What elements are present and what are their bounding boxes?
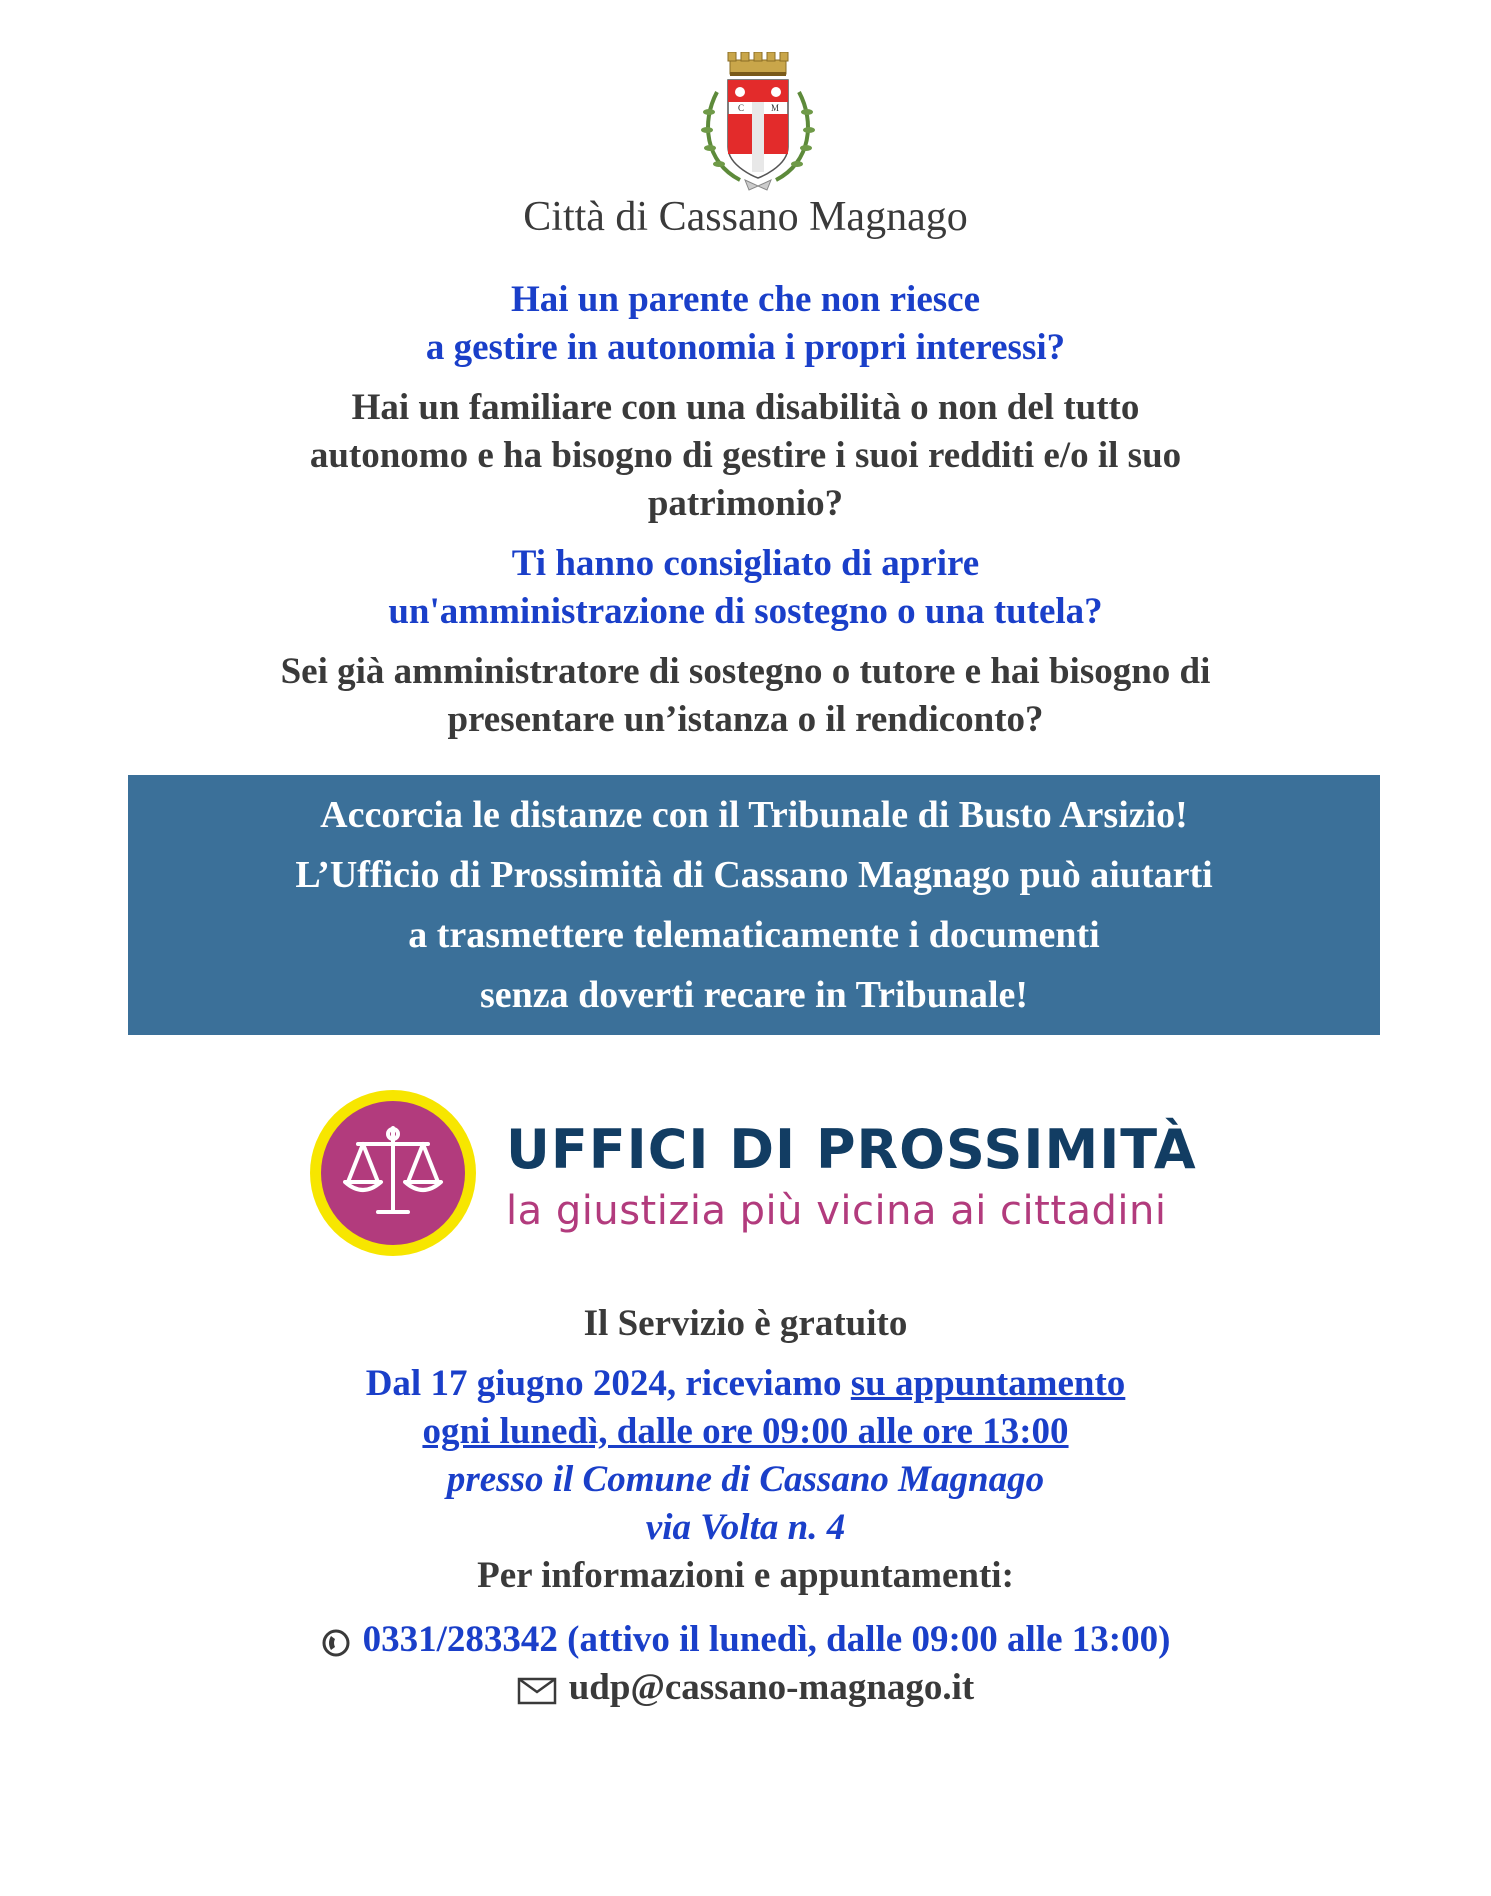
question-3-line-2: un'amministrazione di sostegno o una tutela? — [388, 591, 1103, 632]
phone-number[interactable]: 0331/283342 (attivo il lunedì, dalle 09:00 alle 13:00) — [362, 1619, 1171, 1660]
phone-icon — [321, 1628, 351, 1658]
email-address[interactable]: udp@cassano-magnago.it — [568, 1667, 975, 1708]
service-free: Il Servizio è gratuito — [583, 1303, 908, 1344]
service-date — [0, 1360, 1491, 1408]
info-banner — [128, 775, 1380, 1035]
service-hours-text: ogni lunedì, dalle ore 09:00 alle ore 13:00 — [422, 1411, 1069, 1452]
service-date-prefix: Dal 17 giugno 2024, riceviamo — [365, 1363, 851, 1404]
email-line — [0, 1664, 1491, 1712]
question-4-line-1: Sei già amministratore di sostegno o tutore e hai bisogno di — [280, 651, 1211, 692]
banner-line-2: L’Ufficio di Prossimità di Cassano Magnago può aiutarti — [295, 854, 1213, 896]
question-3-line-1: Ti hanno consigliato di aprire — [511, 543, 980, 584]
info-label: Per informazioni e appuntamenti: — [477, 1555, 1014, 1596]
svg-text:M: M — [771, 103, 780, 113]
question-1-line-1: Hai un parente che non riesce — [511, 279, 980, 320]
question-4-line-2: presentare un’istanza o il rendiconto? — [447, 699, 1044, 740]
banner-line-4: senza doverti recare in Tribunale! — [479, 974, 1029, 1016]
logo-title: UFFICI DI PROSSIMITÀ — [506, 1118, 1197, 1181]
logo-subtitle: la giustizia più vicina ai cittadini — [506, 1188, 1167, 1234]
question-2-line-3: patrimonio? — [647, 483, 844, 524]
question-2-line-2: autonomo e ha bisogno di gestire i suoi redditi e/o il suo — [309, 435, 1182, 476]
service-hours — [0, 1408, 1491, 1456]
service-address: via Volta n. 4 — [645, 1507, 846, 1548]
phone-line — [0, 1616, 1491, 1664]
envelope-icon — [517, 1676, 557, 1706]
appointment-link: su appuntamento — [850, 1363, 1126, 1404]
question-1-line-2: a gestire in autonomia i propri interessi? — [425, 327, 1066, 368]
city-crest-icon — [695, 52, 821, 192]
question-2-line-1: Hai un familiare con una disabilità o non del tutto — [351, 387, 1140, 428]
town-name: Città di Cassano Magnago — [523, 194, 968, 240]
svg-text:C: C — [738, 103, 745, 113]
service-place: presso il Comune di Cassano Magnago — [446, 1459, 1045, 1500]
scales-of-justice-icon — [308, 1088, 478, 1258]
banner-line-1: Accorcia le distanze con il Tribunale di Busto Arsizio! — [320, 794, 1188, 836]
banner-line-3: a trasmettere telematicamente i documenti — [408, 914, 1100, 956]
